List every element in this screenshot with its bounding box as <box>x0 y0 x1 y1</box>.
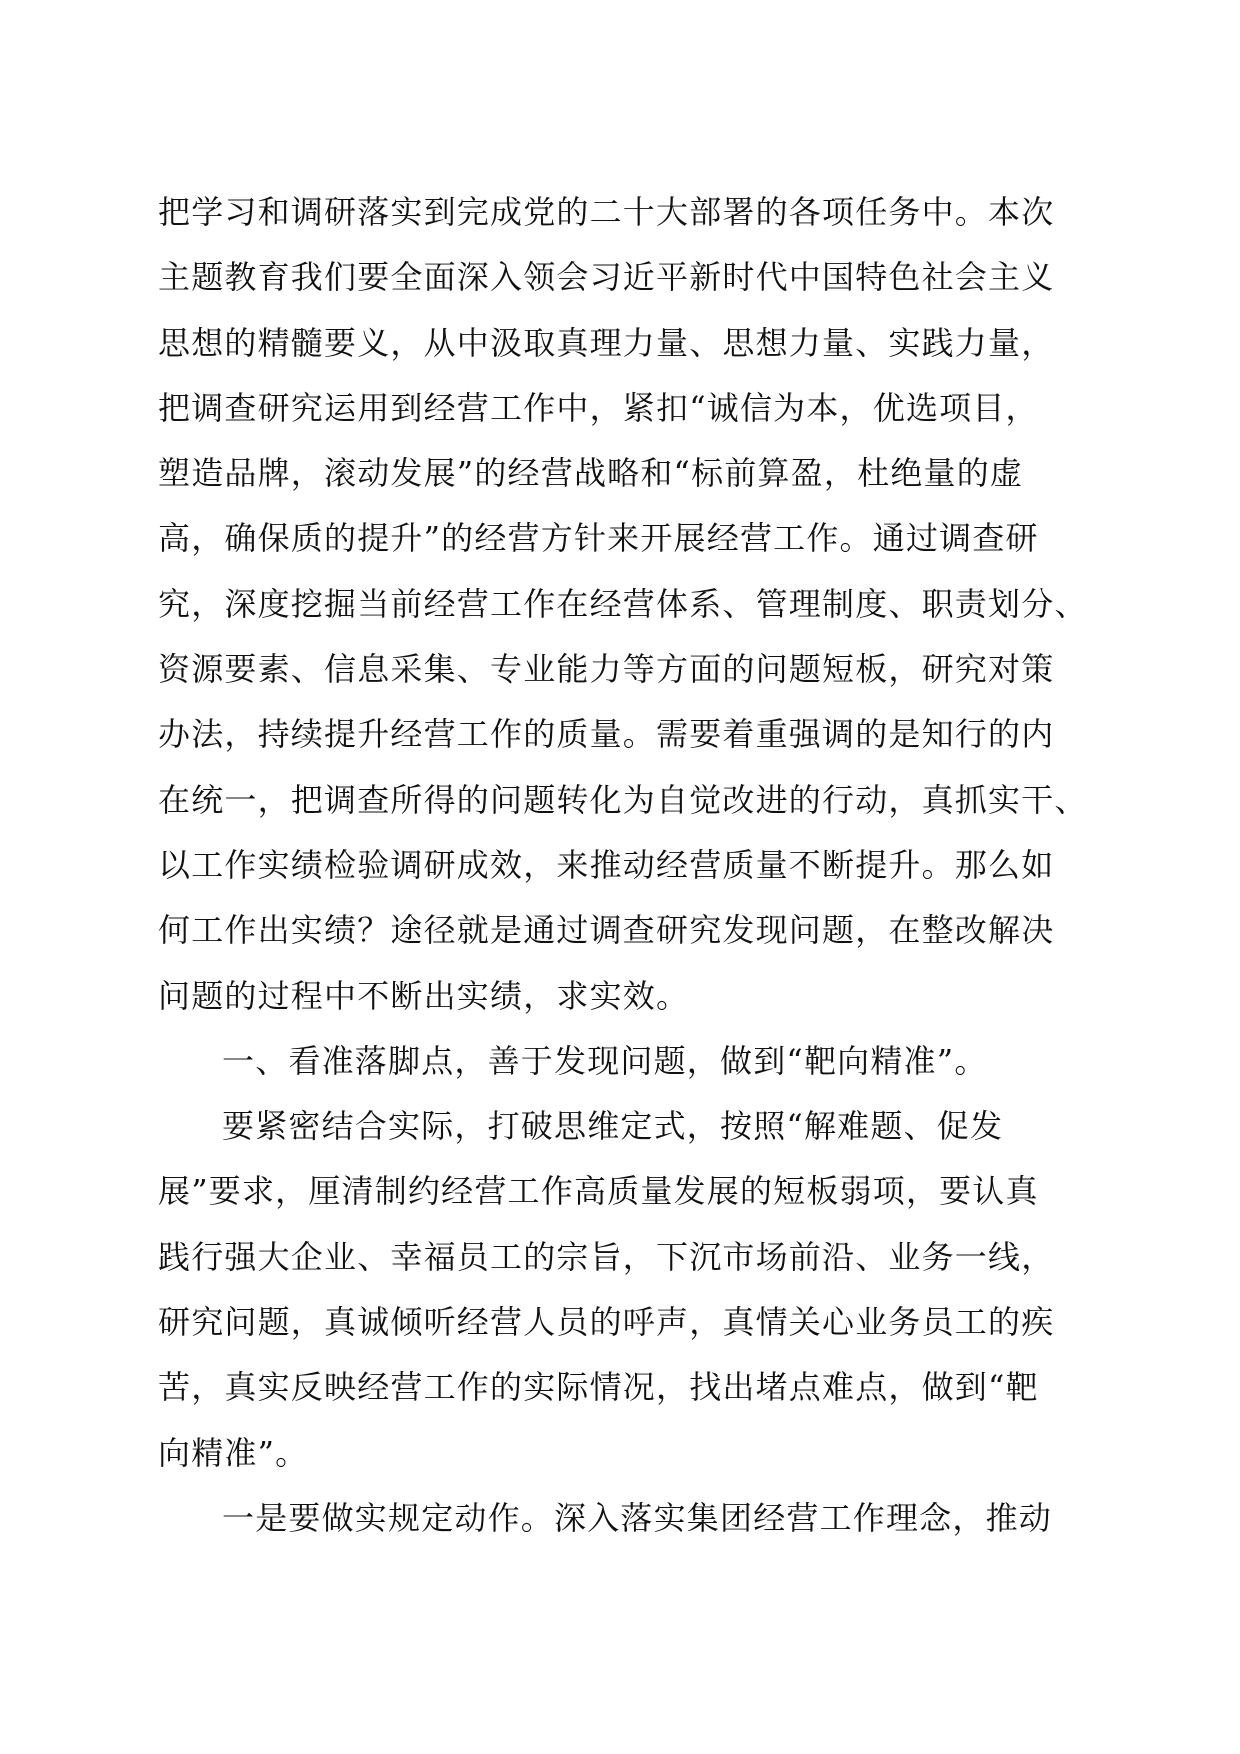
text-line: 办法，持续提升经营工作的质量。需要着重强调的是知行的内 <box>158 715 1055 754</box>
text-line: 主题教育我们要全面深入领会习近平新时代中国特色社会主义 <box>158 258 1055 297</box>
text-line: 要紧密结合实际，打破思维定式，按照“解难题、促发 <box>222 1107 1004 1146</box>
text-line: 何工作出实绩？途径就是通过调查研究发现问题，在整改解决 <box>158 911 1055 950</box>
section-heading: 一、看准落脚点，善于发现问题，做到“靶向精准”。 <box>222 1041 988 1080</box>
text-line: 苦，真实反映经营工作的实际情况，找出堵点难点，做到“靶 <box>158 1368 1039 1407</box>
text-line: 展”要求，厘清制约经营工作高质量发展的短板弱项，要认真 <box>158 1172 1039 1211</box>
text-line: 高，确保质的提升”的经营方针来开展经营工作。通过调查研 <box>158 519 1039 558</box>
text-line: 究，深度挖掘当前经营工作在经营体系、管理制度、职责划分、 <box>158 584 1088 623</box>
text-line: 一是要做实规定动作。深入落实集团经营工作理念，推动 <box>222 1498 1053 1537</box>
text-line: 资源要素、信息采集、专业能力等方面的问题短板，研究对策 <box>158 650 1055 689</box>
text-line: 在统一，把调查所得的问题转化为自觉改进的行动，真抓实干、 <box>158 780 1088 819</box>
text-line: 塑造品牌，滚动发展”的经营战略和“标前算盈，杜绝量的虚 <box>158 454 1024 493</box>
text-line: 问题的过程中不断出实绩，求实效。 <box>158 976 690 1015</box>
text-line: 以工作实绩检验调研成效，来推动经营质量不断提升。那么如 <box>158 845 1055 884</box>
text-line: 把学习和调研落实到完成党的二十大部署的各项任务中。本次 <box>158 193 1055 231</box>
text-line: 践行强大企业、幸福员工的宗旨，下沉市场前沿、业务一线， <box>158 1237 1055 1276</box>
text-line: 思想的精髓要义，从中汲取真理力量、思想力量、实践力量， <box>158 323 1055 362</box>
text-line: 向精准”。 <box>158 1433 309 1472</box>
text-line: 把调查研究运用到经营工作中，紧扣“诚信为本，优选项目， <box>158 388 1039 427</box>
text-line: 研究问题，真诚倾听经营人员的呼声，真情关心业务员工的疾 <box>158 1303 1055 1342</box>
body-text <box>158 180 1093 1551</box>
